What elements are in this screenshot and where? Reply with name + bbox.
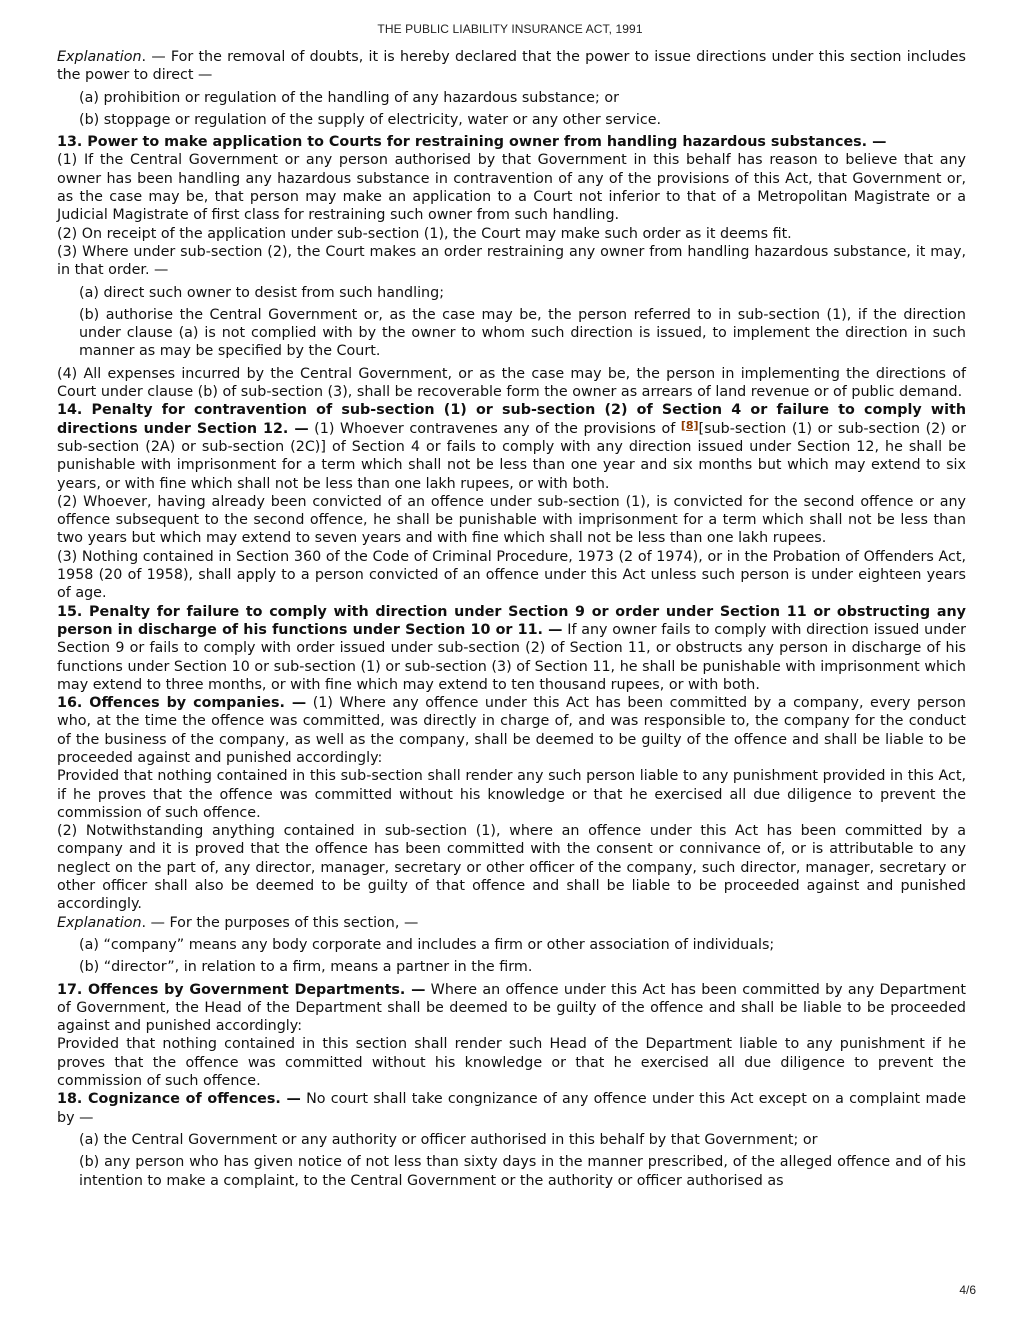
list-item: (a) direct such owner to desist from such handling; bbox=[79, 284, 445, 301]
section-heading: 18. Cognizance of offences. — bbox=[57, 1091, 301, 1108]
section-13 bbox=[57, 133, 966, 151]
paragraph: (2) Whoever, having already been convicted of an offence under sub-section (1), is convicted for the second offence or any offence subsequent to the second offence, he shall be punishable with imprisonment for a term which shall not be less than two years but which may extend to seven years and with fine which shall not be less than one lakh rupees. bbox=[57, 493, 966, 547]
paragraph: Provided that nothing contained in this section shall render such Head of the Department liable to any punishment if he proves that the offence was committed without his knowledge or that he exercised all due diligence to prevent the commission of such offence. bbox=[57, 1036, 966, 1090]
section-heading: 15. Penalty for failure to comply with direction under Section 9 or order under Section 11 or obstructing any person in discharge of his functions under Section 10 or 11. — bbox=[57, 603, 966, 638]
paragraph: Provided that nothing contained in this sub-section shall render any such person liable to any punishment provided in this Act, if he proves that the offence was committed without his knowledge or that he exercised all due diligence to prevent the commission of such offence. bbox=[57, 768, 966, 821]
list-item: (a) “company” means any body corporate and includes a firm or other association of individuals; bbox=[79, 936, 775, 953]
paragraph: (2) On receipt of the application under sub-section (1), the Court may make such order as it deems fit. bbox=[57, 225, 792, 242]
section-14 bbox=[57, 401, 966, 492]
s16-explanation bbox=[57, 914, 966, 932]
section-heading: 13. Power to make application to Courts for restraining owner from handling hazardous substances. — bbox=[57, 134, 887, 151]
explanation-text: . — For the purposes of this section, — bbox=[141, 914, 419, 931]
paragraph: (2) Notwithstanding anything contained in sub-section (1), where an offence under this Act has been committed by a company and it is proved that the offence has been committed with the consent or connivance of, or is attributable to any neglect on the part of, any director, manager, secretary or other officer of the company, such director, manager, secretary or other officer shall also be deemed to be guilty of that offence and shall be liable to be proceeded against and punished accordingly. bbox=[57, 823, 966, 913]
list-item: (b) authorise the Central Government or, as the case may be, the person referred to in sub-section (1), if the direction under clause (a) is not complied with by the owner to whom such direction is issued, to implement the direction in such manner as may be specified by the Court. bbox=[79, 306, 966, 360]
s12-explanation bbox=[57, 48, 966, 85]
document-body bbox=[57, 48, 966, 1194]
page-number: 4/6 bbox=[959, 1283, 976, 1297]
section-heading: 14. Penalty for contravention of sub-section (1) or sub-section (2) of Section 4 or failure to comply with directions under Section 12. — bbox=[57, 402, 966, 437]
paragraph: (4) All expenses incurred by the Central Government, or as the case may be, the person in implementing the directions of Court under clause (b) of sub-section (3), shall be recoverable form the owner as arrears of land revenue or of public demand. bbox=[57, 365, 966, 401]
explanation-label: Explanation bbox=[57, 49, 142, 65]
list-item: (a) prohibition or regulation of the handling of any hazardous substance; or bbox=[79, 89, 619, 106]
running-header: THE PUBLIC LIABILITY INSURANCE ACT, 1991 bbox=[377, 22, 643, 36]
paragraph-text: Where an offence under this Act has been committed by any Department of Government, the Head of the Department shall be deemed to be guilty of the offence and shall be liable to be proceeded against and punished accordingly: bbox=[57, 981, 967, 1035]
list-item: (a) the Central Government or any authority or officer authorised in this behalf by that Government; or bbox=[79, 1131, 818, 1148]
list-item: (b) any person who has given notice of not less than sixty days in the manner prescribed, of the alleged offence and of his intention to make a complaint, to the Central Government or the authority or officer authorised as bbox=[79, 1154, 966, 1189]
paragraph: (1) If the Central Government or any person authorised by that Government in this behalf has reason to believe that any owner has been handling any hazardous substance in contravention of any of the provisions of this Act, that Government or, as the case may be, that person may make an application to a Court not inferior to that of a Metropolitan Magistrate or a Judicial Magistrate of first class for restraining such owner from such handling. bbox=[57, 152, 966, 224]
section-heading: 16. Offences by companies. — bbox=[57, 695, 307, 712]
paragraph: (3) Where under sub-section (2), the Court makes an order restraining any owner from handling hazardous substance, it may, in that order. — bbox=[57, 243, 966, 279]
paragraph-text: No court shall take congnizance of any offence under this Act except on a complaint made by — bbox=[57, 1091, 966, 1126]
paragraph: (3) Nothing contained in Section 360 of the Code of Criminal Procedure, 1973 (2 of 1974), or in the Probation of Offenders Act, 1958 (20 of 1958), shall apply to a person convicted of an offence under this Act unless such person is under eighteen years of age. bbox=[57, 548, 966, 602]
section-18 bbox=[57, 1090, 966, 1127]
section-heading: 17. Offences by Government Departments. — bbox=[57, 981, 426, 998]
paragraph-text: (1) Whoever contravenes any of the provisions of bbox=[308, 420, 681, 437]
paragraph-text: [sub-section (1) or sub-section (2) or sub-section (2A) or sub-section (2C)] of Section 4 or fails to comply with any direction issued under Section 12, he shall be punishable with imprisonment for a term which shall not be less than one year and six months but which may extend to six years, or with fine which shall not be less than one lakh rupees, or with both. bbox=[57, 420, 966, 492]
paragraph-text: If any owner fails to comply with direction issued under Section 9 or fails to comply with order issued under sub-section (2) of Section 11, or obstructs any person in discharge of his functions under Section 10 or sub-section (1) or sub-section (3) of Section 11, he shall be punishable with imprisonment which may extend to three months, or with fine which may extend to ten thousand rupees, or with both. bbox=[57, 621, 966, 693]
explanation-label: Explanation bbox=[57, 914, 142, 931]
list-item: (b) “director”, in relation to a firm, means a partner in the firm. bbox=[79, 959, 533, 976]
section-15 bbox=[57, 603, 966, 694]
list-item: (b) stoppage or regulation of the supply of electricity, water or any other service. bbox=[79, 111, 662, 128]
paragraph-text: (1) Where any offence under this Act has been committed by a company, every person who, at the time the offence was committed, was directly in charge of, and was responsible to, the company for the conduct of the business of the company, as well as the company, shall be deemed to be guilty of the offence and shall be liable to be proceeded against and punished accordingly: bbox=[57, 695, 966, 766]
explanation-text: . — For the removal of doubts, it is hereby declared that the power to issue directions under this section includes the power to direct — bbox=[57, 49, 966, 84]
section-16 bbox=[57, 694, 966, 767]
section-17 bbox=[57, 981, 966, 1036]
footnote-link[interactable]: [8] bbox=[680, 418, 699, 432]
